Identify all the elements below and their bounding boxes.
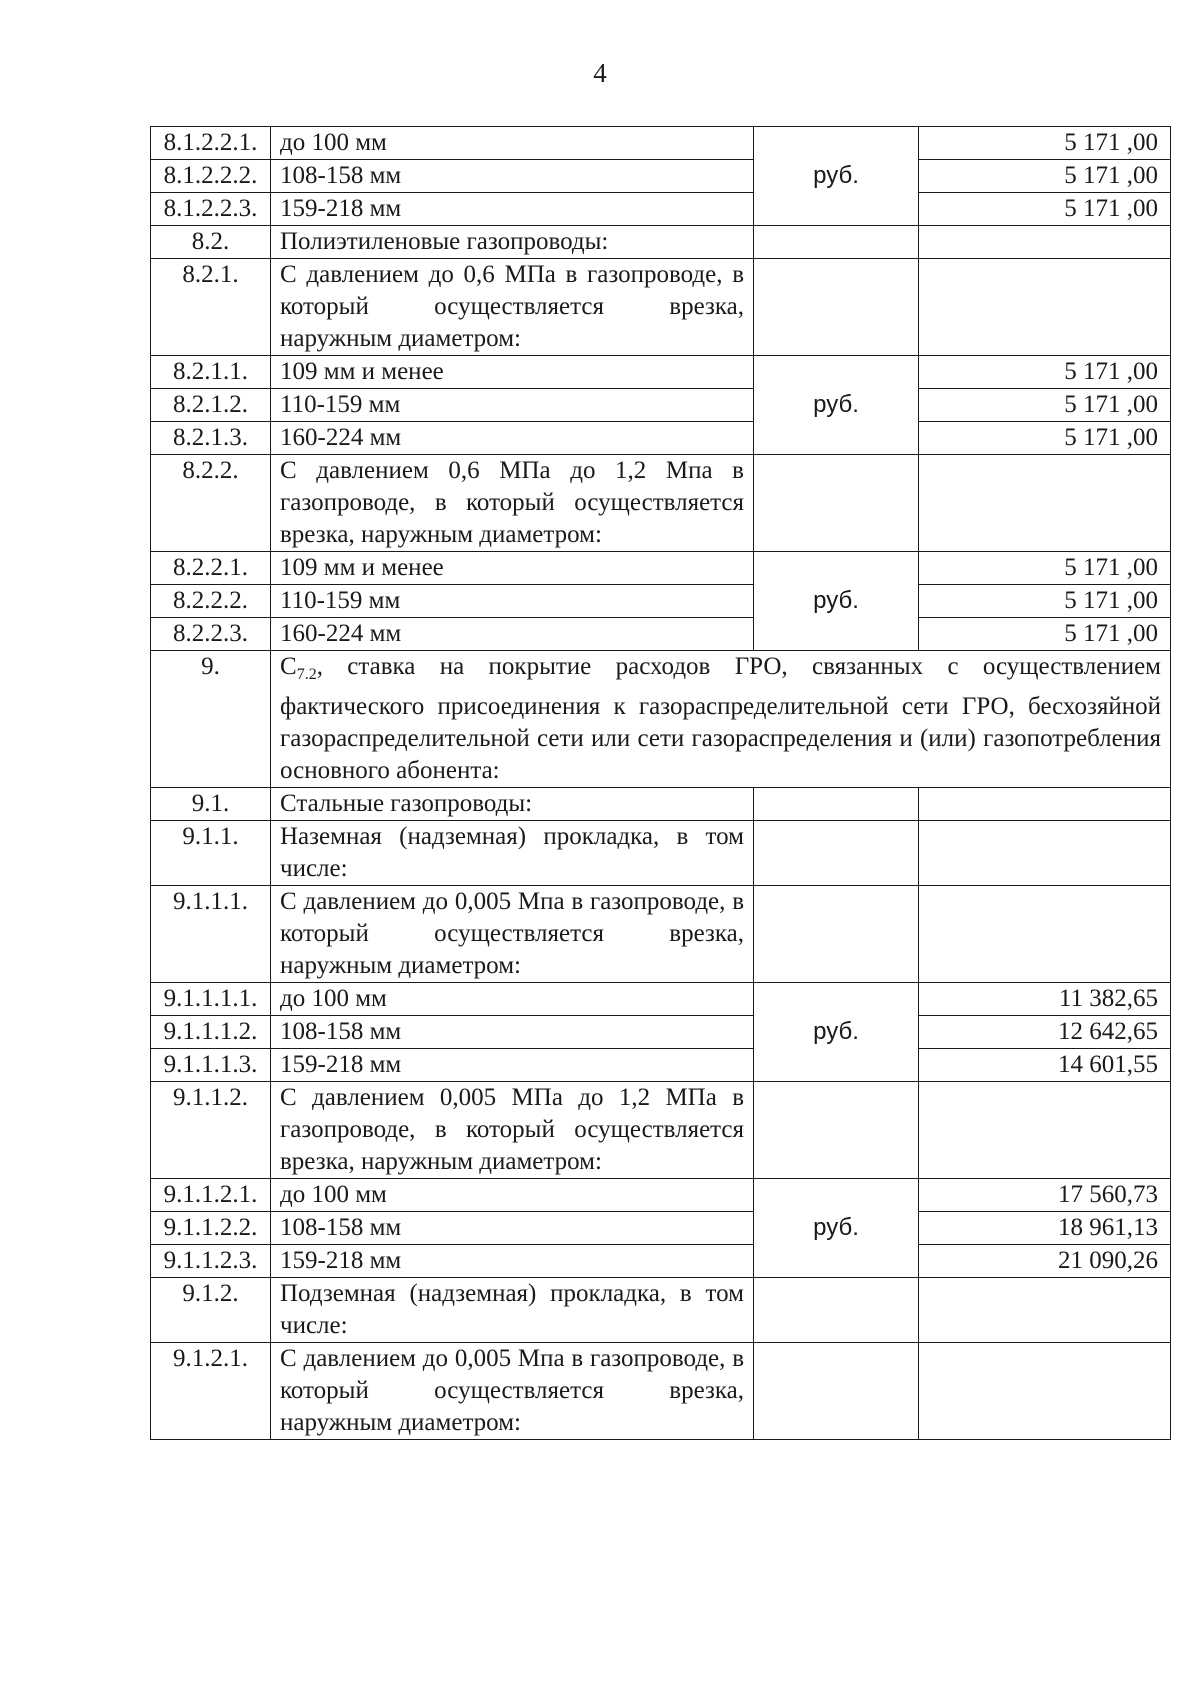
item-number: 9.1.2.1.: [151, 1343, 271, 1440]
item-description: до 100 мм: [271, 127, 754, 160]
price-cell: 5 171 ,00: [919, 356, 1171, 389]
table-row: [151, 1278, 1171, 1343]
price-cell: 5 171 ,00: [919, 160, 1171, 193]
unit-cell: [754, 821, 919, 886]
table-row: [151, 193, 1171, 226]
table-row: [151, 1016, 1171, 1049]
item-description: Полиэтиленовые газопроводы:: [271, 226, 754, 259]
table-row: [151, 389, 1171, 422]
table-row: [151, 259, 1171, 356]
item-number: 9.1.1.2.1.: [151, 1179, 271, 1212]
table-row: [151, 356, 1171, 389]
table-row: [151, 455, 1171, 552]
table-row: [151, 983, 1171, 1016]
price-cell: 5 171 ,00: [919, 127, 1171, 160]
item-number: 8.2.: [151, 226, 271, 259]
item-description: до 100 мм: [271, 1179, 754, 1212]
item-description: до 100 мм: [271, 983, 754, 1016]
item-description: Наземная (надземная) прокладка, в том числе:: [271, 821, 754, 886]
price-cell: 5 171 ,00: [919, 193, 1171, 226]
item-number: 8.2.2.1.: [151, 552, 271, 585]
item-description: 109 мм и менее: [271, 356, 754, 389]
item-number: 9.1.1.1.: [151, 886, 271, 983]
item-number: 9.1.1.2.: [151, 1082, 271, 1179]
price-cell: 12 642,65: [919, 1016, 1171, 1049]
item-description: Стальные газопроводы:: [271, 788, 754, 821]
price-cell: [919, 821, 1171, 886]
tariff-table: [150, 126, 1171, 1440]
price-cell: [919, 886, 1171, 983]
price-cell: 5 171 ,00: [919, 618, 1171, 651]
item-number: 8.2.1.3.: [151, 422, 271, 455]
item-description: 108-158 мм: [271, 160, 754, 193]
rate-description: , ставка на покрытие расходов ГРО, связанных с осуществлением фактического присоединения к газораспределительной сети ГРО, бесхозяйной газораспределительной сети или сети газораспределения и (или) газопотребления основного абонента:: [280, 653, 1161, 784]
item-number: 8.2.1.1.: [151, 356, 271, 389]
price-cell: 21 090,26: [919, 1245, 1171, 1278]
rate-subscript: 7.2: [296, 666, 317, 683]
unit-cell: [754, 226, 919, 259]
unit-cell: [754, 455, 919, 552]
price-cell: [919, 1278, 1171, 1343]
item-number: 9.1.1.1.2.: [151, 1016, 271, 1049]
item-description: 160-224 мм: [271, 618, 754, 651]
table-row: [151, 821, 1171, 886]
table-row: [151, 651, 1171, 788]
price-cell: 11 382,65: [919, 983, 1171, 1016]
table-row: [151, 1343, 1171, 1440]
price-cell: [919, 788, 1171, 821]
item-description: С давлением 0,005 МПа до 1,2 МПа в газопроводе, в который осуществляется врезка, наружным диаметром:: [271, 1082, 754, 1179]
item-number: 8.2.2.2.: [151, 585, 271, 618]
price-cell: [919, 259, 1171, 356]
item-description: С давлением до 0,005 Мпа в газопроводе, в который осуществляется врезка, наружным диаметром:: [271, 1343, 754, 1440]
table-row: [151, 1212, 1171, 1245]
table-row: [151, 1082, 1171, 1179]
item-number: 9.1.2.: [151, 1278, 271, 1343]
table-row: [151, 618, 1171, 651]
table-row: [151, 422, 1171, 455]
unit-cell: [754, 1278, 919, 1343]
unit-cell: [754, 788, 919, 821]
price-cell: 17 560,73: [919, 1179, 1171, 1212]
item-description: 159-218 мм: [271, 193, 754, 226]
unit-cell: руб.: [754, 127, 919, 226]
unit-cell: [754, 1082, 919, 1179]
price-cell: 5 171 ,00: [919, 552, 1171, 585]
table-row: [151, 1179, 1171, 1212]
item-description: С давлением 0,6 МПа до 1,2 Мпа в газопроводе, в который осуществляется врезка, наружным диаметром:: [271, 455, 754, 552]
price-cell: 5 171 ,00: [919, 585, 1171, 618]
table-row: [151, 585, 1171, 618]
item-number: 9.1.1.2.3.: [151, 1245, 271, 1278]
unit-cell: руб.: [754, 1179, 919, 1278]
item-description: С давлением до 0,005 Мпа в газопроводе, в который осуществляется врезка, наружным диаметром:: [271, 886, 754, 983]
item-number: 8.2.1.2.: [151, 389, 271, 422]
price-cell: 5 171 ,00: [919, 422, 1171, 455]
price-cell: [919, 1343, 1171, 1440]
unit-cell: [754, 1343, 919, 1440]
item-description: Подземная (надземная) прокладка, в том числе:: [271, 1278, 754, 1343]
item-number: 9.1.1.2.2.: [151, 1212, 271, 1245]
item-description: 108-158 мм: [271, 1016, 754, 1049]
item-description: 109 мм и менее: [271, 552, 754, 585]
item-description: 160-224 мм: [271, 422, 754, 455]
price-cell: 5 171 ,00: [919, 389, 1171, 422]
price-cell: [919, 1082, 1171, 1179]
item-number: 8.1.2.2.3.: [151, 193, 271, 226]
item-description: 110-159 мм: [271, 389, 754, 422]
table-row: [151, 160, 1171, 193]
table-row: [151, 1245, 1171, 1278]
item-number: 9.1.: [151, 788, 271, 821]
unit-cell: руб.: [754, 552, 919, 651]
item-number: 8.2.2.3.: [151, 618, 271, 651]
rate-symbol: С: [280, 653, 297, 680]
item-number: 8.2.2.: [151, 455, 271, 552]
item-number: 9.1.1.1.1.: [151, 983, 271, 1016]
item-description: 110-159 мм: [271, 585, 754, 618]
table-row: [151, 552, 1171, 585]
price-cell: [919, 455, 1171, 552]
price-cell: 18 961,13: [919, 1212, 1171, 1245]
unit-cell: руб.: [754, 356, 919, 455]
price-cell: [919, 226, 1171, 259]
item-number: 8.2.1.: [151, 259, 271, 356]
table-row: [151, 127, 1171, 160]
item-description: 159-218 мм: [271, 1049, 754, 1082]
page-number: 4: [593, 58, 607, 88]
table-row: [151, 1049, 1171, 1082]
table-row: [151, 788, 1171, 821]
item-description: 159-218 мм: [271, 1245, 754, 1278]
item-number: 9.1.1.1.3.: [151, 1049, 271, 1082]
item-number: 8.1.2.2.1.: [151, 127, 271, 160]
table-row: [151, 226, 1171, 259]
item-description: С давлением до 0,6 МПа в газопроводе, в который осуществляется врезка, наружным диаметром:: [271, 259, 754, 356]
item-number: 9.: [151, 651, 271, 788]
price-cell: 14 601,55: [919, 1049, 1171, 1082]
unit-cell: руб.: [754, 983, 919, 1082]
item-number: 8.1.2.2.2.: [151, 160, 271, 193]
unit-cell: [754, 259, 919, 356]
item-description: [271, 651, 1171, 788]
item-number: 9.1.1.: [151, 821, 271, 886]
item-description: 108-158 мм: [271, 1212, 754, 1245]
table-row: [151, 886, 1171, 983]
unit-cell: [754, 886, 919, 983]
